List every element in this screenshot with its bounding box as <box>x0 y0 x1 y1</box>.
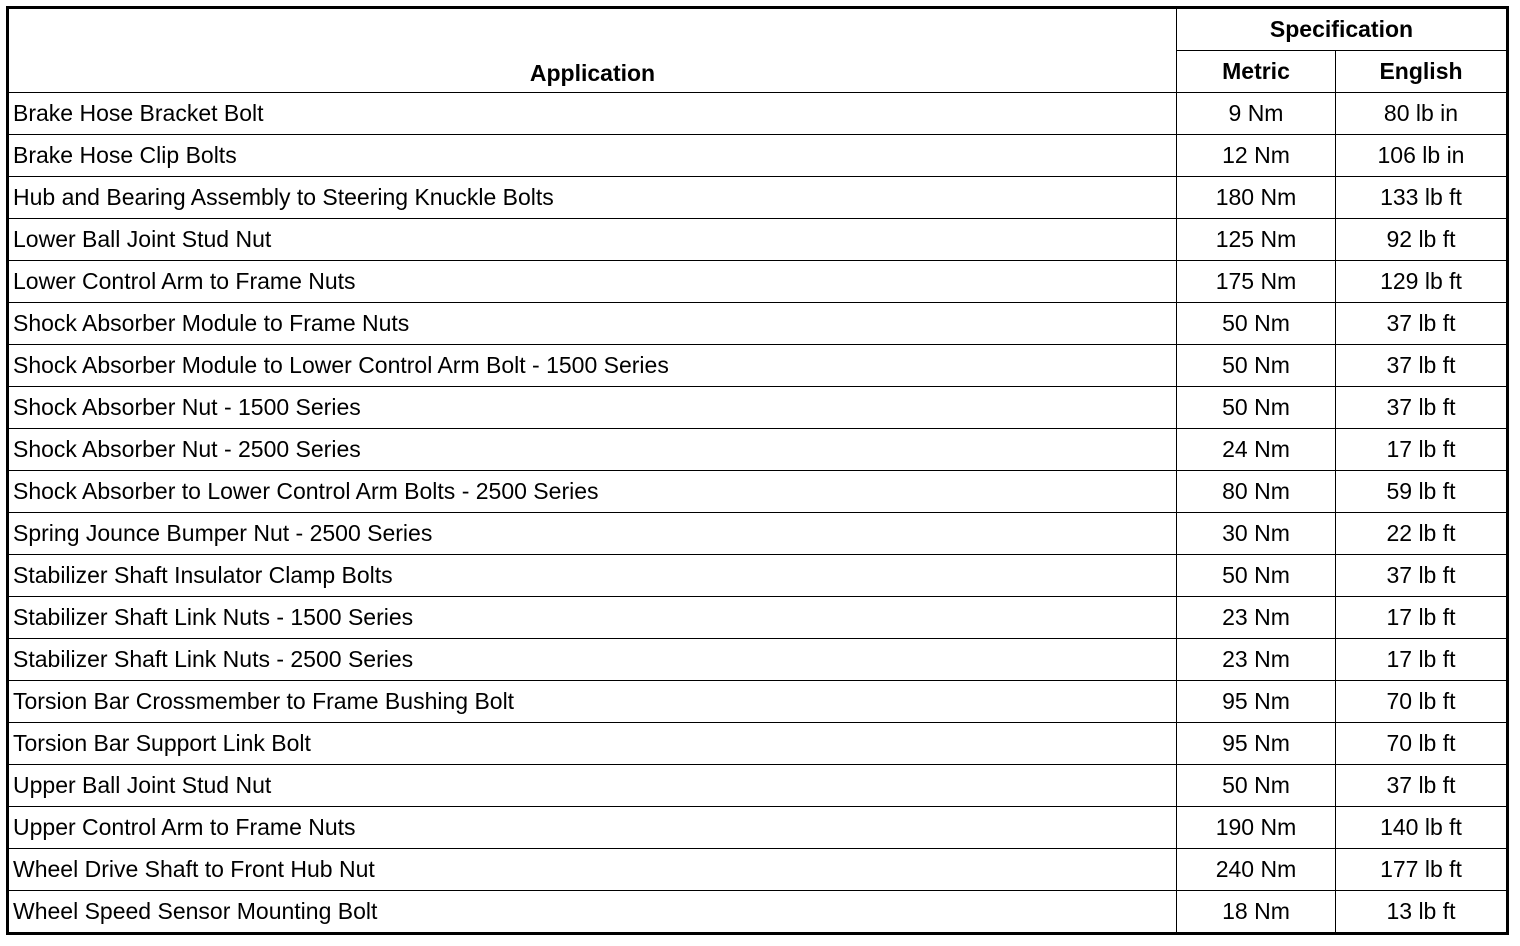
application-cell: Stabilizer Shaft Link Nuts - 2500 Series <box>8 639 1177 681</box>
metric-value-cell: 95 Nm <box>1177 681 1336 723</box>
english-value-cell: 17 lb ft <box>1336 429 1508 471</box>
english-value-cell: 140 lb ft <box>1336 807 1508 849</box>
english-value-cell: 17 lb ft <box>1336 597 1508 639</box>
application-cell: Upper Control Arm to Frame Nuts <box>8 807 1177 849</box>
english-value-cell: 92 lb ft <box>1336 219 1508 261</box>
metric-value-cell: 190 Nm <box>1177 807 1336 849</box>
english-value-cell: 17 lb ft <box>1336 639 1508 681</box>
english-value-cell: 37 lb ft <box>1336 765 1508 807</box>
table-body <box>8 93 1508 934</box>
table-row <box>8 345 1508 387</box>
english-value-cell: 13 lb ft <box>1336 891 1508 934</box>
table-row <box>8 849 1508 891</box>
application-cell: Shock Absorber to Lower Control Arm Bolts - 2500 Series <box>8 471 1177 513</box>
fastener-spec-table <box>6 6 1509 935</box>
table-row <box>8 387 1508 429</box>
table-row <box>8 681 1508 723</box>
english-value-cell: 37 lb ft <box>1336 555 1508 597</box>
metric-value-cell: 18 Nm <box>1177 891 1336 934</box>
english-value-cell: 37 lb ft <box>1336 387 1508 429</box>
table-row <box>8 177 1508 219</box>
table-row <box>8 471 1508 513</box>
table-row <box>8 807 1508 849</box>
metric-value-cell: 12 Nm <box>1177 135 1336 177</box>
english-value-cell: 59 lb ft <box>1336 471 1508 513</box>
header-row-top <box>8 8 1508 51</box>
application-cell: Brake Hose Clip Bolts <box>8 135 1177 177</box>
metric-value-cell: 95 Nm <box>1177 723 1336 765</box>
english-value-cell: 133 lb ft <box>1336 177 1508 219</box>
table-row <box>8 429 1508 471</box>
english-value-cell: 177 lb ft <box>1336 849 1508 891</box>
english-value-cell: 129 lb ft <box>1336 261 1508 303</box>
table-row <box>8 639 1508 681</box>
application-cell: Upper Ball Joint Stud Nut <box>8 765 1177 807</box>
metric-value-cell: 50 Nm <box>1177 345 1336 387</box>
metric-value-cell: 24 Nm <box>1177 429 1336 471</box>
metric-value-cell: 50 Nm <box>1177 387 1336 429</box>
metric-value-cell: 125 Nm <box>1177 219 1336 261</box>
application-cell: Hub and Bearing Assembly to Steering Knuckle Bolts <box>8 177 1177 219</box>
application-column-header: Application <box>8 8 1177 93</box>
table-row <box>8 303 1508 345</box>
metric-value-cell: 23 Nm <box>1177 639 1336 681</box>
english-value-cell: 80 lb in <box>1336 93 1508 135</box>
table-row <box>8 135 1508 177</box>
table-header <box>8 8 1508 93</box>
metric-value-cell: 30 Nm <box>1177 513 1336 555</box>
table-row <box>8 261 1508 303</box>
metric-value-cell: 23 Nm <box>1177 597 1336 639</box>
application-cell: Lower Control Arm to Frame Nuts <box>8 261 1177 303</box>
metric-value-cell: 175 Nm <box>1177 261 1336 303</box>
application-cell: Wheel Speed Sensor Mounting Bolt <box>8 891 1177 934</box>
metric-value-cell: 50 Nm <box>1177 765 1336 807</box>
application-cell: Lower Ball Joint Stud Nut <box>8 219 1177 261</box>
english-value-cell: 106 lb in <box>1336 135 1508 177</box>
application-cell: Shock Absorber Nut - 1500 Series <box>8 387 1177 429</box>
metric-value-cell: 50 Nm <box>1177 555 1336 597</box>
metric-value-cell: 240 Nm <box>1177 849 1336 891</box>
application-cell: Shock Absorber Nut - 2500 Series <box>8 429 1177 471</box>
table-row <box>8 597 1508 639</box>
application-cell: Brake Hose Bracket Bolt <box>8 93 1177 135</box>
table-row <box>8 891 1508 934</box>
application-cell: Shock Absorber Module to Lower Control Arm Bolt - 1500 Series <box>8 345 1177 387</box>
english-value-cell: 70 lb ft <box>1336 681 1508 723</box>
application-cell: Torsion Bar Support Link Bolt <box>8 723 1177 765</box>
table-row <box>8 765 1508 807</box>
metric-value-cell: 180 Nm <box>1177 177 1336 219</box>
application-cell: Shock Absorber Module to Frame Nuts <box>8 303 1177 345</box>
metric-value-cell: 50 Nm <box>1177 303 1336 345</box>
metric-value-cell: 9 Nm <box>1177 93 1336 135</box>
application-cell: Wheel Drive Shaft to Front Hub Nut <box>8 849 1177 891</box>
table-row <box>8 219 1508 261</box>
application-cell: Stabilizer Shaft Insulator Clamp Bolts <box>8 555 1177 597</box>
english-column-header: English <box>1336 51 1508 93</box>
english-value-cell: 22 lb ft <box>1336 513 1508 555</box>
table-row <box>8 723 1508 765</box>
specification-column-header: Specification <box>1177 8 1508 51</box>
table-row <box>8 513 1508 555</box>
table-row <box>8 555 1508 597</box>
metric-value-cell: 80 Nm <box>1177 471 1336 513</box>
english-value-cell: 37 lb ft <box>1336 303 1508 345</box>
english-value-cell: 37 lb ft <box>1336 345 1508 387</box>
metric-column-header: Metric <box>1177 51 1336 93</box>
application-cell: Stabilizer Shaft Link Nuts - 1500 Series <box>8 597 1177 639</box>
application-cell: Torsion Bar Crossmember to Frame Bushing Bolt <box>8 681 1177 723</box>
table-row <box>8 93 1508 135</box>
application-cell: Spring Jounce Bumper Nut - 2500 Series <box>8 513 1177 555</box>
english-value-cell: 70 lb ft <box>1336 723 1508 765</box>
